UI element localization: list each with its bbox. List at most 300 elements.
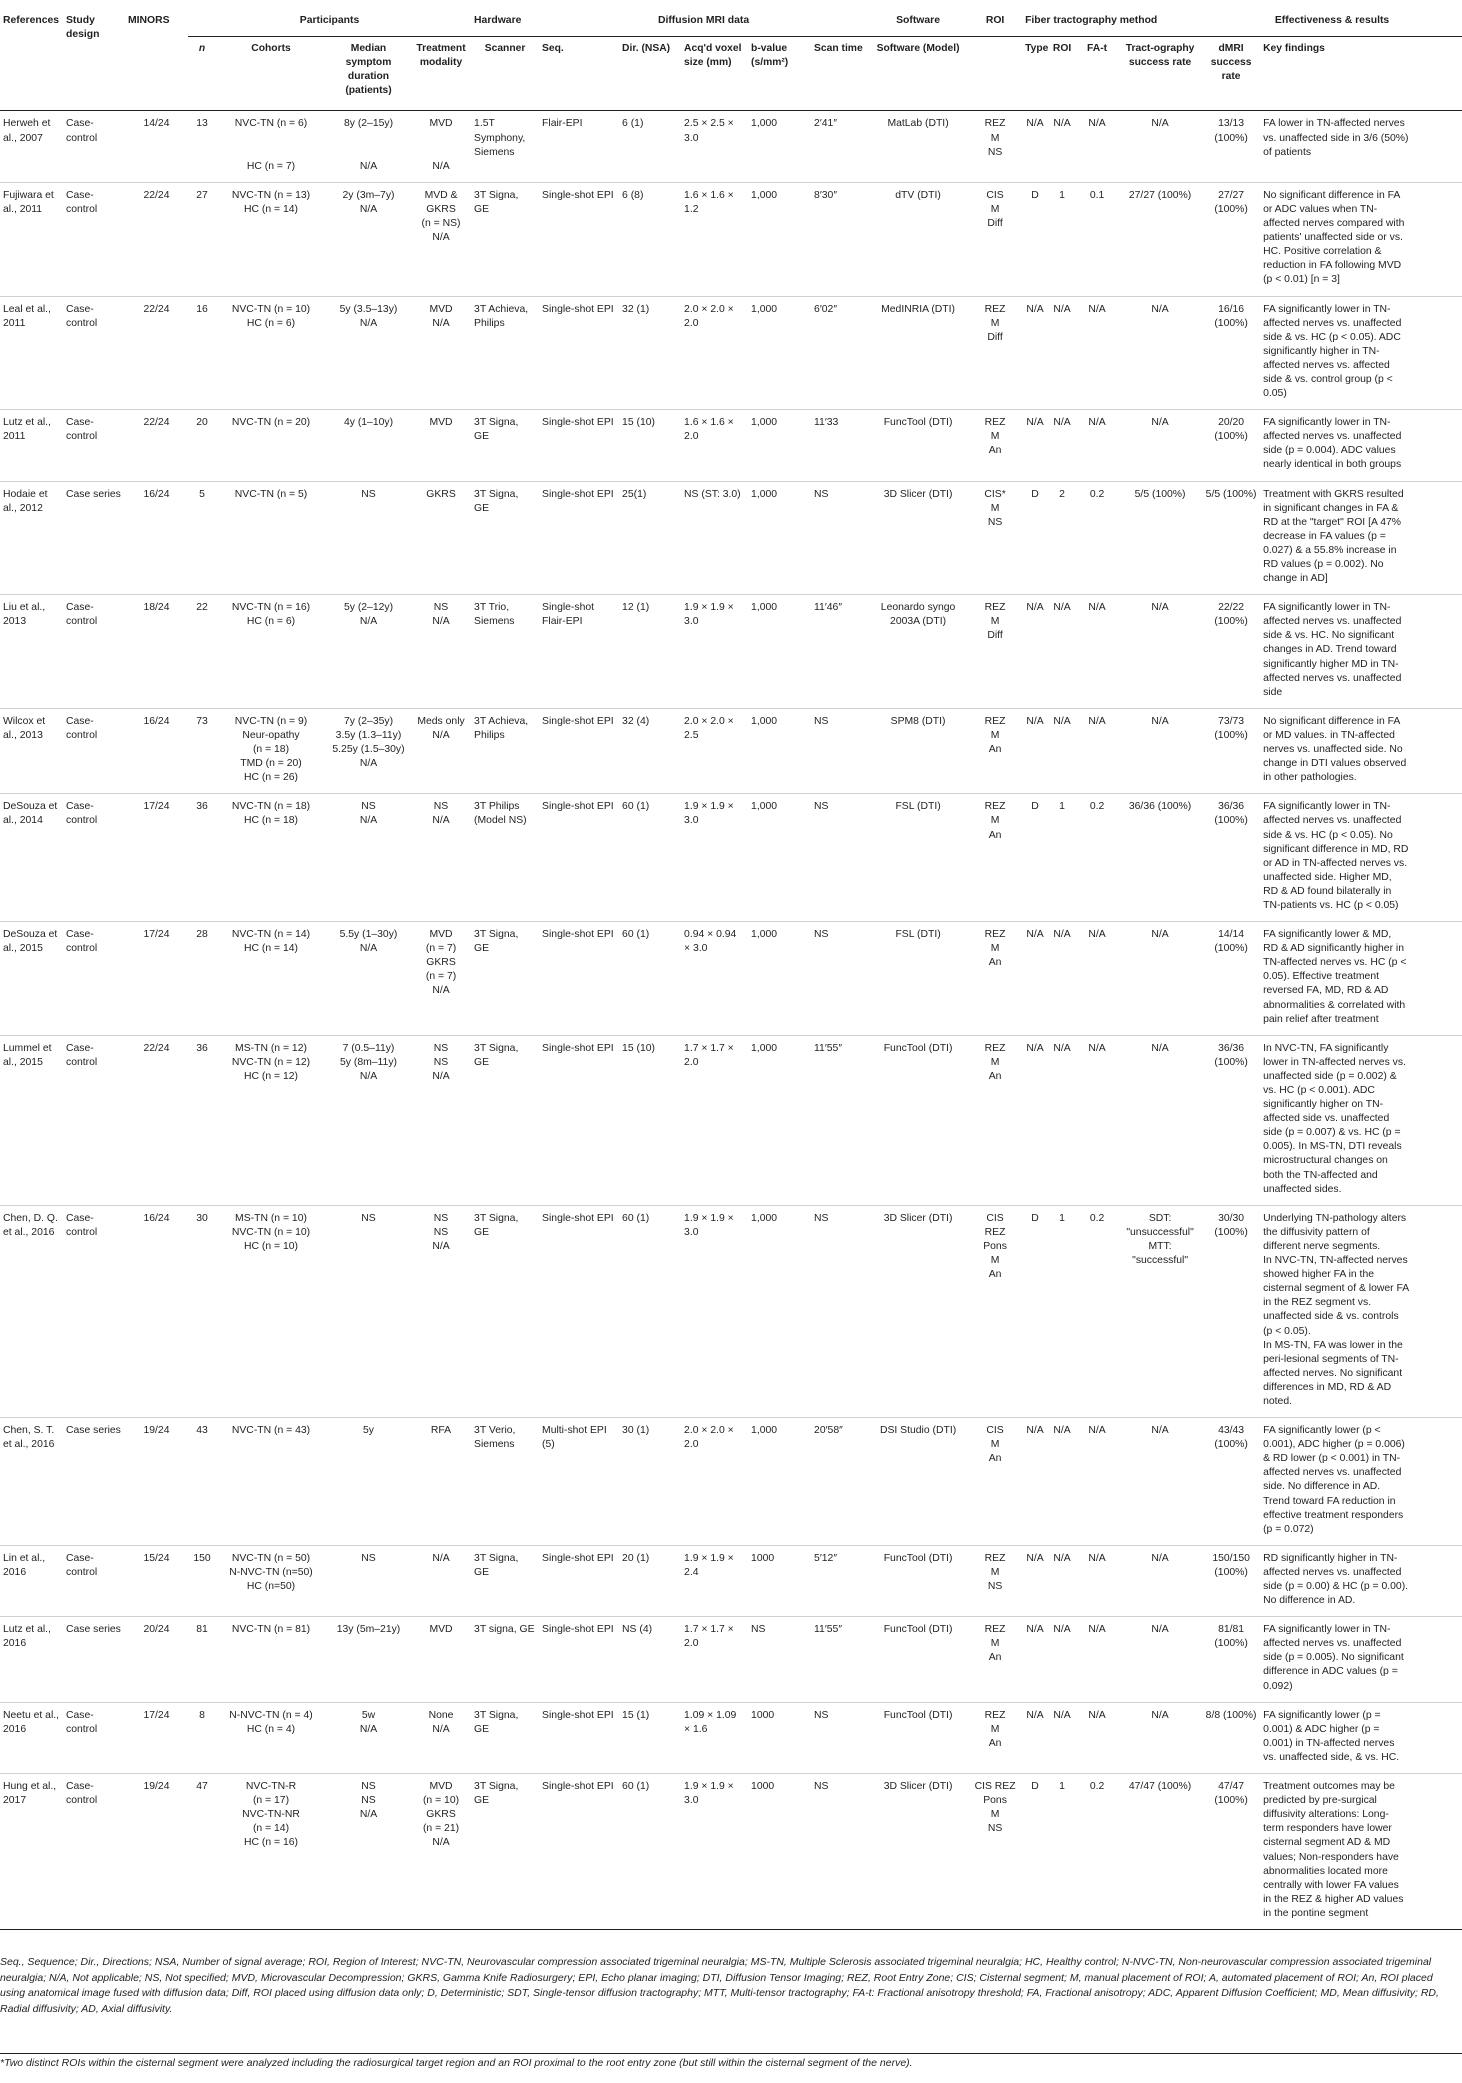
header-tract-rate: Tract-ography success rate xyxy=(1125,43,1195,69)
header-minors: MINORS xyxy=(128,15,170,26)
cell-bval: 1000 xyxy=(751,1709,775,1721)
cell-dir: 6 (8) xyxy=(622,189,644,201)
table-row xyxy=(0,1035,1462,1205)
cell-type: D xyxy=(1031,1212,1039,1224)
cell-voxel: NS (ST: 3.0) xyxy=(684,488,741,500)
cell-roi2: N/A xyxy=(1053,417,1071,429)
cell-soft: FSL (DTI) xyxy=(895,929,941,941)
cell-ref: Hodaie et al., 2012 xyxy=(3,488,48,514)
cell-roi2: N/A xyxy=(1053,602,1071,614)
cell-median: 7y (2–35y) 3.5y (1.3–11y) 5.25y (1.5–30y) N/A xyxy=(332,715,405,770)
cell-soft: DSI Studio (DTI) xyxy=(879,1425,957,1437)
cell-design: Case-control xyxy=(66,1212,98,1238)
header-seq: Seq. xyxy=(542,43,564,55)
cell-drate: 30/30 (100%) xyxy=(1214,1212,1248,1238)
cell-treat: MVD (n = 7) GKRS (n = 7) N/A xyxy=(425,929,457,997)
cell-drate: 5/5 (100%) xyxy=(1205,488,1257,500)
table-row xyxy=(0,595,1462,709)
cell-scanner: 3T Signa, GE xyxy=(474,1212,519,1238)
cell-soft: Leonardo syngo 2003A (DTI) xyxy=(880,602,956,628)
cell-seq: Single-shot EPI xyxy=(542,189,614,201)
cell-ref: Wilcox et al., 2013 xyxy=(3,715,46,741)
cell-ref: Lutz et al., 2016 xyxy=(3,1624,51,1650)
cell-ref: Neetu et al., 2016 xyxy=(3,1709,60,1735)
cell-n: 27 xyxy=(196,189,208,201)
cell-seq: Single-shot EPI xyxy=(542,488,614,500)
cell-type: N/A xyxy=(1026,1709,1044,1721)
group-header-row xyxy=(0,3,1462,37)
cell-voxel: 1.7 × 1.7 × 2.0 xyxy=(684,1624,734,1650)
cell-roi2: N/A xyxy=(1053,1042,1071,1054)
cell-type: N/A xyxy=(1026,303,1044,315)
cell-n: 20 xyxy=(196,417,208,429)
cell-bval: 1,000 xyxy=(751,488,778,500)
cell-minors: 16/24 xyxy=(143,1212,170,1224)
cell-dir: 12 (1) xyxy=(622,602,650,614)
cell-roi: REZ M An xyxy=(984,929,1006,969)
cell-fat: 0.2 xyxy=(1089,488,1105,500)
cell-minors: 22/24 xyxy=(143,303,170,315)
header-median-duration: Median symptom duration (patients) xyxy=(345,43,392,97)
cell-tract: N/A xyxy=(1151,1709,1169,1721)
cell-minors: 22/24 xyxy=(143,1042,170,1054)
cell-type: N/A xyxy=(1026,602,1044,614)
cell-tract: 36/36 (100%) xyxy=(1128,801,1192,813)
cell-roi: REZ M An xyxy=(984,1709,1006,1749)
cell-roi2: 1 xyxy=(1059,801,1065,813)
cell-bval: 1,000 xyxy=(751,801,778,813)
cell-find: RD significantly higher in TN-affected nerves vs. unaffected side (p = 0.00) & HC (p = 0.00). No difference in AD. xyxy=(1263,1552,1409,1607)
cell-scanner: 3T Signa, GE xyxy=(474,488,519,514)
header-cohorts: Cohorts xyxy=(251,43,291,55)
header-hardware: Hardware xyxy=(471,3,539,37)
cell-cohorts: NVC-TN (n = 50) N-NVC-TN (n=50) HC (n=50) xyxy=(229,1552,313,1592)
cell-n: 36 xyxy=(196,1042,208,1054)
cell-bval: 1,000 xyxy=(751,189,778,201)
cell-cohorts: NVC-TN-R (n = 17) NVC-TN-NR (n = 14) HC (n = 16) xyxy=(242,1781,300,1849)
cell-ref: Lin et al., 2016 xyxy=(3,1552,46,1578)
footnote-divider xyxy=(0,2053,1462,2054)
cell-scan: NS xyxy=(814,488,829,500)
cell-type: D xyxy=(1031,801,1039,813)
cell-bval: 1,000 xyxy=(751,118,778,130)
cell-roi: REZ M NS xyxy=(984,1552,1006,1592)
cell-ref: Lutz et al., 2011 xyxy=(3,417,51,443)
cell-minors: 17/24 xyxy=(143,929,170,941)
cell-scan: 2′41″ xyxy=(814,118,838,130)
cell-roi: REZ M An xyxy=(984,1624,1006,1664)
cell-fat: N/A xyxy=(1088,1624,1106,1636)
header-roi-blank xyxy=(968,37,1022,111)
cell-minors: 16/24 xyxy=(143,715,170,727)
cell-roi: REZ M An xyxy=(984,801,1006,841)
cell-n: 81 xyxy=(196,1624,208,1636)
cell-tract: N/A xyxy=(1151,1042,1169,1054)
cell-tract: 47/47 (100%) xyxy=(1128,1781,1192,1793)
cell-soft: 3D Slicer (DTI) xyxy=(883,488,953,500)
cell-treat: NS NS N/A xyxy=(432,1212,450,1252)
cell-dir: 15 (10) xyxy=(622,417,655,429)
cell-minors: 22/24 xyxy=(143,417,170,429)
cell-median: 5w N/A xyxy=(359,1709,378,1735)
cell-tract: N/A xyxy=(1151,303,1169,315)
cell-design: Case series xyxy=(66,1624,121,1636)
cell-treat: MVD N/A xyxy=(429,303,453,329)
table-row xyxy=(0,794,1462,922)
header-study-design: Study design xyxy=(66,15,100,41)
cell-type: N/A xyxy=(1026,1552,1044,1564)
cell-minors: 15/24 xyxy=(143,1552,170,1564)
cell-roi: REZ M An xyxy=(984,417,1006,457)
cell-drate: 150/150 (100%) xyxy=(1212,1552,1250,1578)
cell-fat: 0.2 xyxy=(1089,1781,1105,1793)
cell-find: FA significantly lower (p = 0.001) & ADC higher (p = 0.001) in TN-affected nerves vs. unaffected side, & vs. HC. xyxy=(1263,1709,1400,1763)
cell-design: Case-control xyxy=(66,417,98,443)
cell-treat: MVD xyxy=(429,417,453,429)
cell-median: 5y xyxy=(363,1425,374,1437)
abbreviations-note: Seq., Sequence; Dir., Directions; NSA, Number of signal average; ROI, Region of Interest; NVC-TN, Neurovascular compression associated trigeminal neuralgia; MS-TN, Multiple Sclerosis associated trigeminal neuralgia; HC, Healthy control; N-NVC-TN, Non-neurovascular compression associated trigeminal neuralgia; N/A, Not applicable; NS, Not specified; MVD, Microvascular Decompression; GKRS, Gamma Knife Radiosurgery; EPI, Echo planar imaging; DTI, Diffusion Tensor Imaging; REZ, Root Entry Zone; CIS; Cisternal segment; M, manual placement of ROI; A, automated placement of ROI; An, ROI placed using anatomical image fused with diffusion data; Diff, ROI placed using diffusion data only; D, Deterministic; SDT, Single-tensor diffusion tractography; MTT, Multi-tensor tractography; FA-t: Fractional anisotropy threshold; FA, Fractional anisotropy; ADC, Apparent Diffusion Coefficient; MD, Mean diffusivity; RD, Radial diffusivity; AD, Axial diffusivity. xyxy=(0,1956,1439,2015)
cell-median: 7 (0.5–11y) 5y (8m–11y) N/A xyxy=(340,1042,397,1082)
header-n: n xyxy=(198,43,206,55)
header-voxel: Acq'd voxel size (mm) xyxy=(684,43,742,69)
cell-tract: N/A xyxy=(1151,118,1169,130)
cell-scanner: 3T Verio, Siemens xyxy=(474,1425,516,1451)
cell-bval: 1,000 xyxy=(751,715,778,727)
asterisk-note: *Two distinct ROIs within the cisternal segment were analyzed including the radiosurgical target region and an ROI proximal to the root entry zone (but still within the cisternal segment of the nerve). xyxy=(0,2057,913,2069)
cell-scan: 20′58″ xyxy=(814,1425,843,1437)
cell-find: FA lower in TN-affected nerves vs. unaffected side in 3/6 (50%) of patients xyxy=(1263,118,1409,158)
cell-drate: 36/36 (100%) xyxy=(1214,1042,1248,1068)
cell-scan: NS xyxy=(814,1212,829,1224)
cell-bval: NS xyxy=(751,1624,766,1636)
cell-design: Case series xyxy=(66,1425,121,1437)
cell-bval: 1,000 xyxy=(751,602,778,614)
cell-n: 8 xyxy=(199,1709,205,1721)
cell-voxel: 0.94 × 0.94 × 3.0 xyxy=(684,929,737,955)
cell-dir: 20 (1) xyxy=(622,1552,650,1564)
cell-design: Case-control xyxy=(66,1042,98,1068)
cell-drate: 36/36 (100%) xyxy=(1214,801,1248,827)
cell-soft: FuncTool (DTI) xyxy=(883,1624,953,1636)
cell-n: 36 xyxy=(196,801,208,813)
cell-dir: 6 (1) xyxy=(622,118,644,130)
cell-scan: NS xyxy=(814,1781,829,1793)
cell-roi: CIS REZ Pons M An xyxy=(983,1212,1007,1281)
cell-minors: 14/24 xyxy=(143,118,170,130)
cell-tract: N/A xyxy=(1151,1425,1169,1437)
cell-fat: N/A xyxy=(1088,1552,1106,1564)
cell-design: Case-control xyxy=(66,602,98,628)
cell-type: N/A xyxy=(1026,715,1044,727)
cell-tract: N/A xyxy=(1151,602,1169,614)
table-row xyxy=(0,1205,1462,1417)
cell-tract: N/A xyxy=(1151,1552,1169,1564)
cell-median: NS xyxy=(361,488,376,500)
cell-find: No significant difference in FA or ADC values when TN-affected nerves compared with patients' unaffected side or vs. HC. Positive correlation & reduction in FA following MVD (p < 0.01) [n = 3] xyxy=(1263,189,1405,286)
cell-roi: CIS M An xyxy=(986,1425,1004,1465)
cell-scanner: 3T Trio, Siemens xyxy=(474,602,515,628)
cell-roi2: N/A xyxy=(1053,1425,1071,1437)
cell-fat: 0.2 xyxy=(1089,1212,1105,1224)
cell-n: 28 xyxy=(196,929,208,941)
cell-median: NS xyxy=(361,1552,376,1564)
cell-minors: 19/24 xyxy=(143,1781,170,1793)
header-bvalue: b-value (s/mm²) xyxy=(751,43,789,69)
cell-soft: FSL (DTI) xyxy=(895,801,941,813)
cell-minors: 16/24 xyxy=(143,488,170,500)
cell-roi2: N/A xyxy=(1053,929,1071,941)
cell-fat: N/A xyxy=(1088,1042,1106,1054)
cell-minors: 22/24 xyxy=(143,189,170,201)
cell-drate: 16/16 (100%) xyxy=(1214,303,1248,329)
table-row xyxy=(0,922,1462,1036)
cell-fat: N/A xyxy=(1088,602,1106,614)
cell-fat: N/A xyxy=(1088,118,1106,130)
cell-ref: Chen, D. Q. et al., 2016 xyxy=(3,1212,58,1238)
cell-treat: NS N/A xyxy=(432,602,450,628)
cell-scan: 11′46″ xyxy=(814,602,843,614)
table-row xyxy=(0,1702,1462,1773)
cell-n: 73 xyxy=(196,715,208,727)
cell-soft: 3D Slicer (DTI) xyxy=(883,1781,953,1793)
cell-seq: Single-shot EPI xyxy=(542,1781,614,1793)
cell-roi2: 1 xyxy=(1059,1212,1065,1224)
cell-treat: MVD N/A xyxy=(429,118,453,172)
cell-n: 150 xyxy=(193,1552,211,1564)
cell-drate: 81/81 (100%) xyxy=(1214,1624,1248,1650)
cell-cohorts: NVC-TN (n = 18) HC (n = 18) xyxy=(231,801,311,827)
cell-voxel: 1.9 × 1.9 × 2.4 xyxy=(684,1552,734,1578)
cell-bval: 1000 xyxy=(751,1781,775,1793)
cell-fat: N/A xyxy=(1088,715,1106,727)
cell-design: Case-control xyxy=(66,1552,98,1578)
cell-voxel: 1.7 × 1.7 × 2.0 xyxy=(684,1042,734,1068)
cell-scanner: 3T Signa, GE xyxy=(474,1709,519,1735)
cell-find: FA significantly lower in TN-affected nerves vs. unaffected side & vs. HC (p < 0.05). ADC significantly higher in TN-affected nerves vs. affected side & vs. control group (p < 0.05) xyxy=(1263,303,1402,400)
cell-drate: 43/43 (100%) xyxy=(1214,1425,1248,1451)
cell-seq: Single-shot EPI xyxy=(542,715,614,727)
cell-minors: 20/24 xyxy=(143,1624,170,1636)
cell-n: 5 xyxy=(199,488,205,500)
cell-soft: 3D Slicer (DTI) xyxy=(883,1212,953,1224)
cell-ref: Fujiwara et al., 2011 xyxy=(3,189,54,215)
header-scan-time: Scan time xyxy=(814,43,863,55)
cell-fat: N/A xyxy=(1088,417,1106,429)
cell-ref: Lummel et al., 2015 xyxy=(3,1042,52,1068)
cell-cohorts: NVC-TN (n = 9) Neur-opathy (n = 18) TMD (n = 20) HC (n = 26) xyxy=(234,715,308,784)
cell-scan: 11′33 xyxy=(814,417,839,429)
cell-tract: N/A xyxy=(1151,1624,1169,1636)
cell-scan: 11′55″ xyxy=(814,1624,843,1636)
table-row xyxy=(0,481,1462,595)
header-participants: Participants xyxy=(188,3,471,37)
cell-ref: Herweh et al., 2007 xyxy=(3,118,51,144)
cell-soft: SPM8 (DTI) xyxy=(890,715,946,727)
table-row xyxy=(0,1774,1462,1930)
header-treatment: Treatment modality xyxy=(416,43,466,69)
header-software-model: Software (Model) xyxy=(876,43,960,55)
cell-roi2: N/A xyxy=(1053,1552,1071,1564)
cell-scanner: 3T signa, GE xyxy=(474,1624,535,1636)
cell-n: 16 xyxy=(196,303,208,315)
header-fiber-tractography: Fiber tractography method xyxy=(1022,3,1202,37)
cell-drate: 22/22 (100%) xyxy=(1214,602,1248,628)
cell-cohorts: N-NVC-TN (n = 4) HC (n = 4) xyxy=(229,1709,313,1735)
cell-scanner: 3T Signa, GE xyxy=(474,1781,519,1807)
cell-bval: 1,000 xyxy=(751,417,778,429)
cell-cohorts: NVC-TN (n = 43) xyxy=(231,1425,311,1437)
cell-ref: DeSouza et al., 2014 xyxy=(3,801,58,827)
cell-cohorts: NVC-TN (n = 81) xyxy=(231,1624,311,1636)
cell-scanner: 3T Philips (Model NS) xyxy=(474,801,527,827)
cell-scan: NS xyxy=(814,715,829,727)
cell-dir: 25(1) xyxy=(622,488,647,500)
cell-roi: CIS M Diff xyxy=(986,189,1004,230)
cell-seq: Single-shot EPI xyxy=(542,1624,614,1636)
cell-seq: Single-shot EPI xyxy=(542,303,614,315)
cell-type: D xyxy=(1031,488,1039,500)
cell-seq: Single-shot EPI xyxy=(542,1709,614,1721)
cell-type: N/A xyxy=(1026,929,1044,941)
cell-scanner: 3T Signa, GE xyxy=(474,1042,519,1068)
cell-roi2: 1 xyxy=(1059,189,1065,201)
cell-drate: 73/73 (100%) xyxy=(1214,715,1248,741)
cell-type: D xyxy=(1031,189,1039,201)
cell-voxel: 1.9 × 1.9 × 3.0 xyxy=(684,1781,734,1807)
header-dmri-rate: dMRI success rate xyxy=(1210,43,1252,83)
cell-bval: 1,000 xyxy=(751,929,778,941)
cell-median: 8y (2–15y) N/A xyxy=(343,118,394,172)
cell-dir: 60 (1) xyxy=(622,801,650,813)
cell-fat: N/A xyxy=(1088,303,1106,315)
cell-design: Case-control xyxy=(66,118,98,144)
cell-tract: N/A xyxy=(1151,417,1169,429)
cell-bval: 1,000 xyxy=(751,303,778,315)
cell-ref: Liu et al., 2013 xyxy=(3,602,46,628)
cell-roi: REZ M NS xyxy=(984,118,1006,158)
table-row xyxy=(0,1545,1462,1616)
cell-roi2: N/A xyxy=(1053,118,1071,130)
cell-drate: 27/27 (100%) xyxy=(1214,189,1248,215)
cell-treat: NS N/A xyxy=(432,801,450,827)
cell-scan: NS xyxy=(814,929,829,941)
cell-voxel: 1.9 × 1.9 × 3.0 xyxy=(684,801,734,827)
cell-voxel: 1.09 × 1.09 × 1.6 xyxy=(684,1709,737,1735)
cell-minors: 17/24 xyxy=(143,801,170,813)
table-row xyxy=(0,708,1462,793)
cell-find: FA significantly lower in TN-affected nerves vs. unaffected side (p = 0.004). ADC values nearly identical in both groups xyxy=(1263,417,1402,471)
cell-treat: None N/A xyxy=(428,1709,454,1735)
cell-cohorts: NVC-TN (n = 13) HC (n = 14) xyxy=(231,189,311,215)
cell-voxel: 2.0 × 2.0 × 2.0 xyxy=(684,1425,734,1451)
cell-median: NS xyxy=(361,1212,376,1224)
cell-treat: MVD xyxy=(429,1624,453,1636)
cell-scan: 6′02″ xyxy=(814,303,838,315)
cell-soft: MatLab (DTI) xyxy=(887,118,949,130)
cell-voxel: 1.9 × 1.9 × 3.0 xyxy=(684,1212,734,1238)
table-row xyxy=(0,111,1462,182)
cell-roi2: 1 xyxy=(1059,1781,1065,1793)
cell-cohorts: NVC-TN (n = 14) HC (n = 14) xyxy=(231,929,311,955)
cell-scanner: 1.5T Symphony, Siemens xyxy=(474,118,526,158)
cell-design: Case-control xyxy=(66,929,98,955)
cell-fat: 0.2 xyxy=(1089,801,1105,813)
cell-find: Underlying TN-pathology alters the diffusivity pattern of different nerve segments. In NVC-TN, TN-affected nerves showed higher FA in the cisternal segment of & lower FA in the REZ segment vs. unaffected side & vs. controls (p < 0.05). In MS-TN, FA was lower in the peri-lesional segments of TN-affected nerves. No significant differences in MD, RD & AD noted. xyxy=(1263,1212,1409,1407)
cell-bval: 1000 xyxy=(751,1552,775,1564)
cell-treat: GKRS xyxy=(426,488,456,500)
cell-seq: Single-shot EPI xyxy=(542,801,614,813)
cell-design: Case series xyxy=(66,488,121,500)
cell-treat: N/A xyxy=(432,1552,450,1564)
cell-seq: Flair-EPI xyxy=(542,118,583,130)
header-fa-t: FA-t xyxy=(1087,43,1108,55)
cell-treat: MVD (n = 10) GKRS (n = 21) N/A xyxy=(422,1781,460,1849)
cell-n: 30 xyxy=(196,1212,208,1224)
cell-cohorts: NVC-TN (n = 16) HC (n = 6) xyxy=(231,602,311,628)
cell-tract: 5/5 (100%) xyxy=(1134,488,1186,500)
cell-roi: CIS* M NS xyxy=(984,488,1006,528)
cell-ref: DeSouza et al., 2015 xyxy=(3,929,58,955)
cell-soft: FuncTool (DTI) xyxy=(883,417,953,429)
header-roi2: ROI xyxy=(1052,43,1072,55)
cell-type: N/A xyxy=(1026,417,1044,429)
cell-fat: 0.1 xyxy=(1089,189,1105,201)
cell-ref: Hung et al., 2017 xyxy=(3,1781,57,1807)
cell-dir: 60 (1) xyxy=(622,1781,650,1793)
cell-roi: CIS REZ Pons M NS xyxy=(974,1781,1016,1835)
cell-scanner: 3T Signa, GE xyxy=(474,929,519,955)
header-scanner: Scanner xyxy=(484,43,526,55)
sub-header-row xyxy=(0,37,1462,111)
cell-type: N/A xyxy=(1026,118,1044,130)
cell-design: Case-control xyxy=(66,1709,98,1735)
cell-tract: N/A xyxy=(1151,929,1169,941)
header-references: References xyxy=(3,15,60,26)
cell-fat: N/A xyxy=(1088,1709,1106,1721)
table-row xyxy=(0,1418,1462,1546)
cell-bval: 1,000 xyxy=(751,1212,778,1224)
cell-voxel: 2.0 × 2.0 × 2.0 xyxy=(684,303,734,329)
cell-voxel: 1.6 × 1.6 × 2.0 xyxy=(684,417,734,443)
header-type: Type xyxy=(1025,43,1049,55)
cell-bval: 1,000 xyxy=(751,1042,778,1054)
cell-cohorts: NVC-TN (n = 5) xyxy=(234,488,308,500)
cell-scanner: 3T Signa, GE xyxy=(474,1552,519,1578)
cell-dir: 60 (1) xyxy=(622,929,650,941)
cell-drate: 14/14 (100%) xyxy=(1214,929,1248,955)
cell-roi2: N/A xyxy=(1053,1624,1071,1636)
table-row xyxy=(0,1617,1462,1702)
cell-design: Case-control xyxy=(66,303,98,329)
cell-median: 2y (3m–7y) N/A xyxy=(342,189,395,215)
cell-median: 5.5y (1–30y) N/A xyxy=(339,929,398,955)
cell-roi: REZ M Diff xyxy=(984,303,1006,343)
cell-seq: Single-shot EPI xyxy=(542,1212,614,1224)
cell-seq: Single-shot EPI xyxy=(542,1552,614,1564)
cell-soft: FuncTool (DTI) xyxy=(883,1709,953,1721)
cell-roi2: N/A xyxy=(1053,303,1071,315)
cell-roi: REZ M An xyxy=(984,715,1006,756)
table-footnote xyxy=(0,1955,1456,2017)
cell-scan: NS xyxy=(814,801,829,813)
cell-bval: 1,000 xyxy=(751,1425,778,1437)
cell-treat: RFA xyxy=(430,1425,452,1437)
cell-treat: NS NS N/A xyxy=(432,1042,450,1082)
cell-design: Case-control xyxy=(66,715,98,741)
cell-roi2: N/A xyxy=(1053,1709,1071,1721)
cell-roi2: 2 xyxy=(1059,488,1065,500)
cell-soft: MedINRIA (DTI) xyxy=(881,303,956,315)
